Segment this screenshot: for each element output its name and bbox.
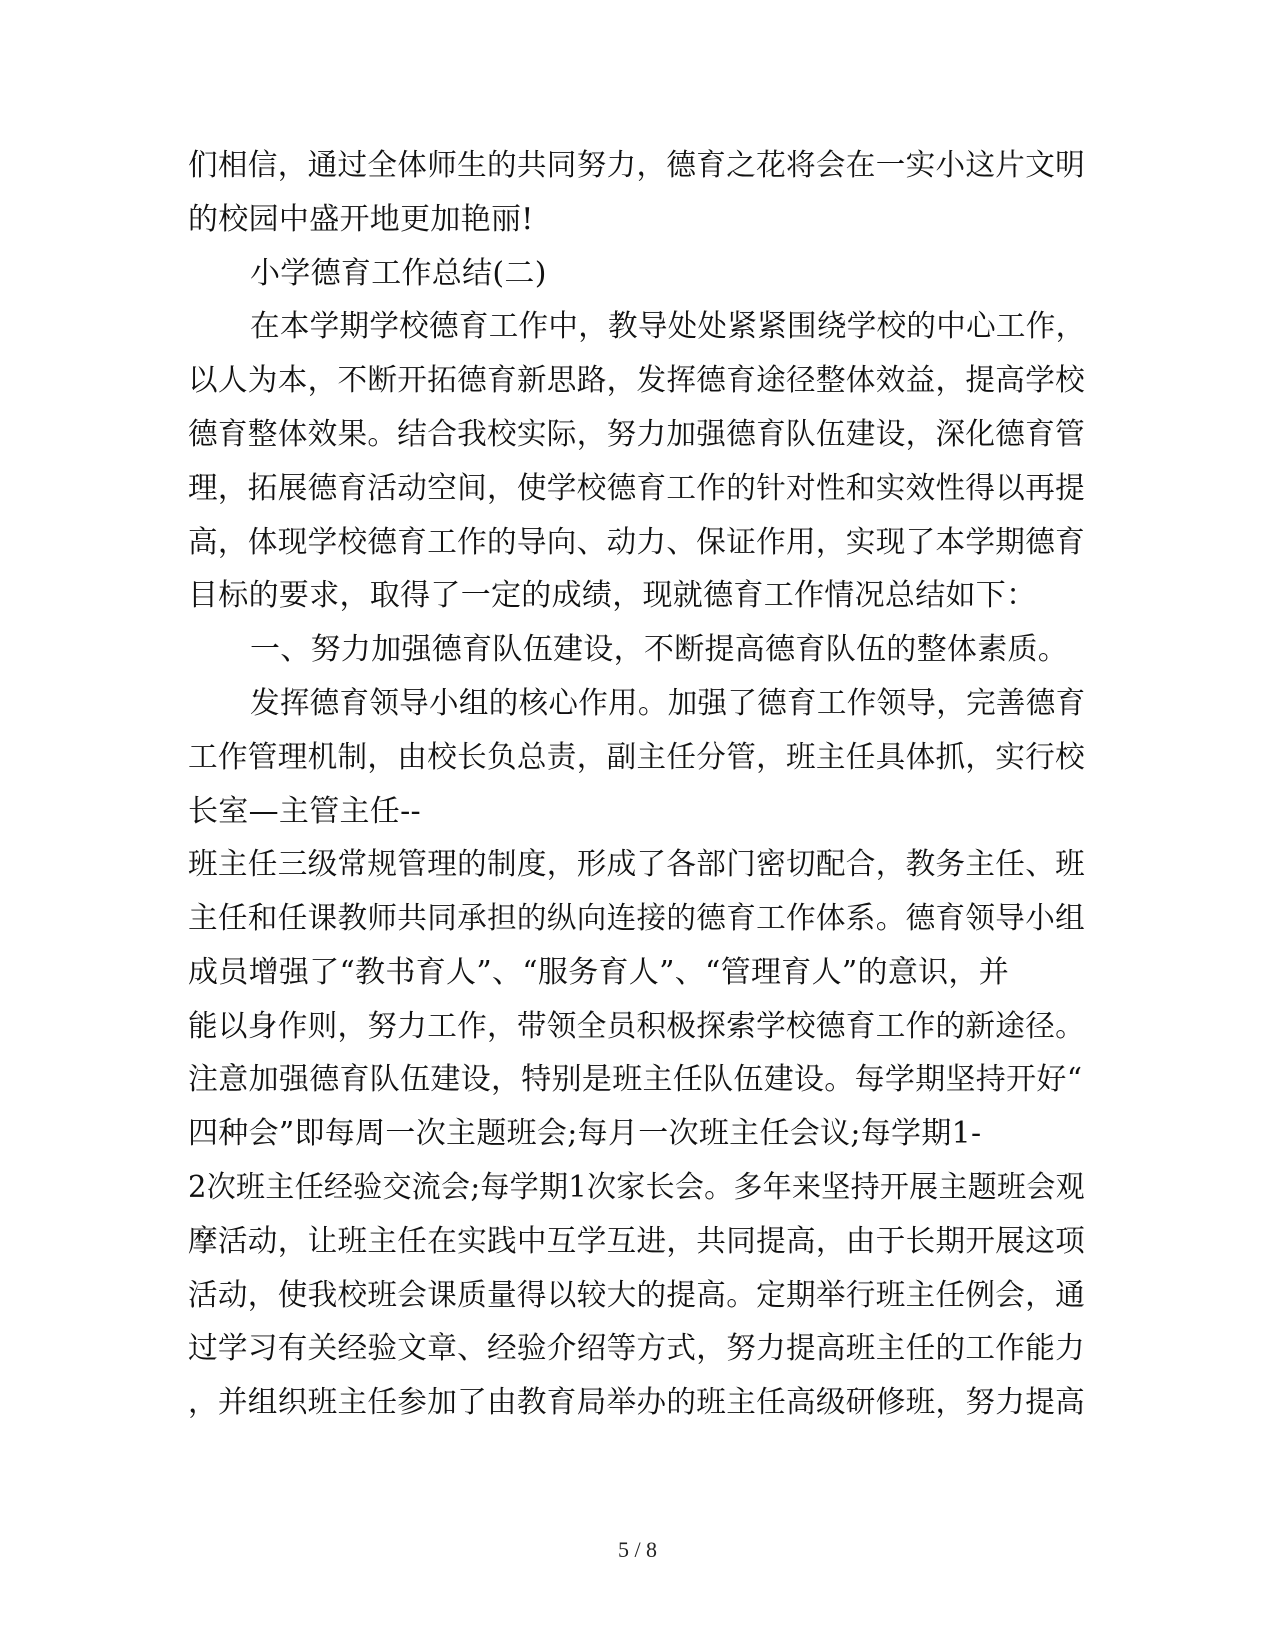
text-line: 的校园中盛开地更加艳丽! — [188, 202, 534, 237]
text-line: 2次班主任经验交流会;每学期1次家长会。多年来坚持开展主题班会观 — [188, 1170, 1085, 1205]
subsection-heading: 一、努力加强德育队伍建设，不断提高德育队伍的整体素质。 — [250, 632, 1069, 667]
text-line: 班主任三级常规管理的制度，形成了各部门密切配合，教务主任、班 — [188, 847, 1086, 882]
text-line: 成员增强了“教书育人”、“服务育人”、“管理育人”的意识，并 — [188, 955, 1010, 990]
page-number: 5 / 8 — [617, 1537, 658, 1562]
text-line: 们相信，通过全体师生的共同努力，德育之花将会在一实小这片文明 — [188, 148, 1086, 183]
text-line: 四种会”即每周一次主题班会;每月一次班主任会议;每学期1- — [188, 1116, 982, 1151]
text-line: 理，拓展德育活动空间，使学校德育工作的针对性和实效性得以再提 — [188, 471, 1086, 506]
text-line: 过学习有关经验文章、经验介绍等方式，努力提高班主任的工作能力 — [188, 1331, 1086, 1366]
section-heading: 小学德育工作总结(二) — [250, 256, 547, 291]
text-line: 活动，使我校班会课质量得以较大的提高。定期举行班主任例会，通 — [188, 1278, 1086, 1313]
text-line: 以人为本，不断开拓德育新思路，发挥德育途径整体效益，提高学校 — [188, 363, 1086, 398]
text-line: 德育整体效果。结合我校实际，努力加强德育队伍建设，深化德育管 — [188, 417, 1086, 452]
text-line: 注意加强德育队伍建设，特别是班主任队伍建设。每学期坚持开好“ — [188, 1062, 1083, 1097]
text-line: 长室—主管主任-- — [188, 794, 421, 829]
text-line: 工作管理机制，由校长负总责，副主任分管，班主任具体抓，实行校 — [188, 740, 1086, 775]
text-line: 主任和任课教师共同承担的纵向连接的德育工作体系。德育领导小组 — [188, 901, 1086, 936]
text-line: 发挥德育领导小组的核心作用。加强了德育工作领导，完善德育 — [250, 686, 1086, 721]
text-line: 在本学期学校德育工作中，教导处处紧紧围绕学校的中心工作， — [250, 309, 1086, 344]
text-line: 摩活动，让班主任在实践中互学互进，共同提高，由于长期开展这项 — [188, 1224, 1086, 1259]
text-line: ，并组织班主任参加了由教育局举办的班主任高级研修班，努力提高 — [188, 1385, 1086, 1420]
text-line: 目标的要求，取得了一定的成绩，现就德育工作情况总结如下： — [188, 578, 1037, 613]
text-line: 高，体现学校德育工作的导向、动力、保证作用，实现了本学期德育 — [188, 525, 1086, 560]
text-line: 能以身作则，努力工作，带领全员积极探索学校德育工作的新途径。 — [188, 1009, 1086, 1044]
